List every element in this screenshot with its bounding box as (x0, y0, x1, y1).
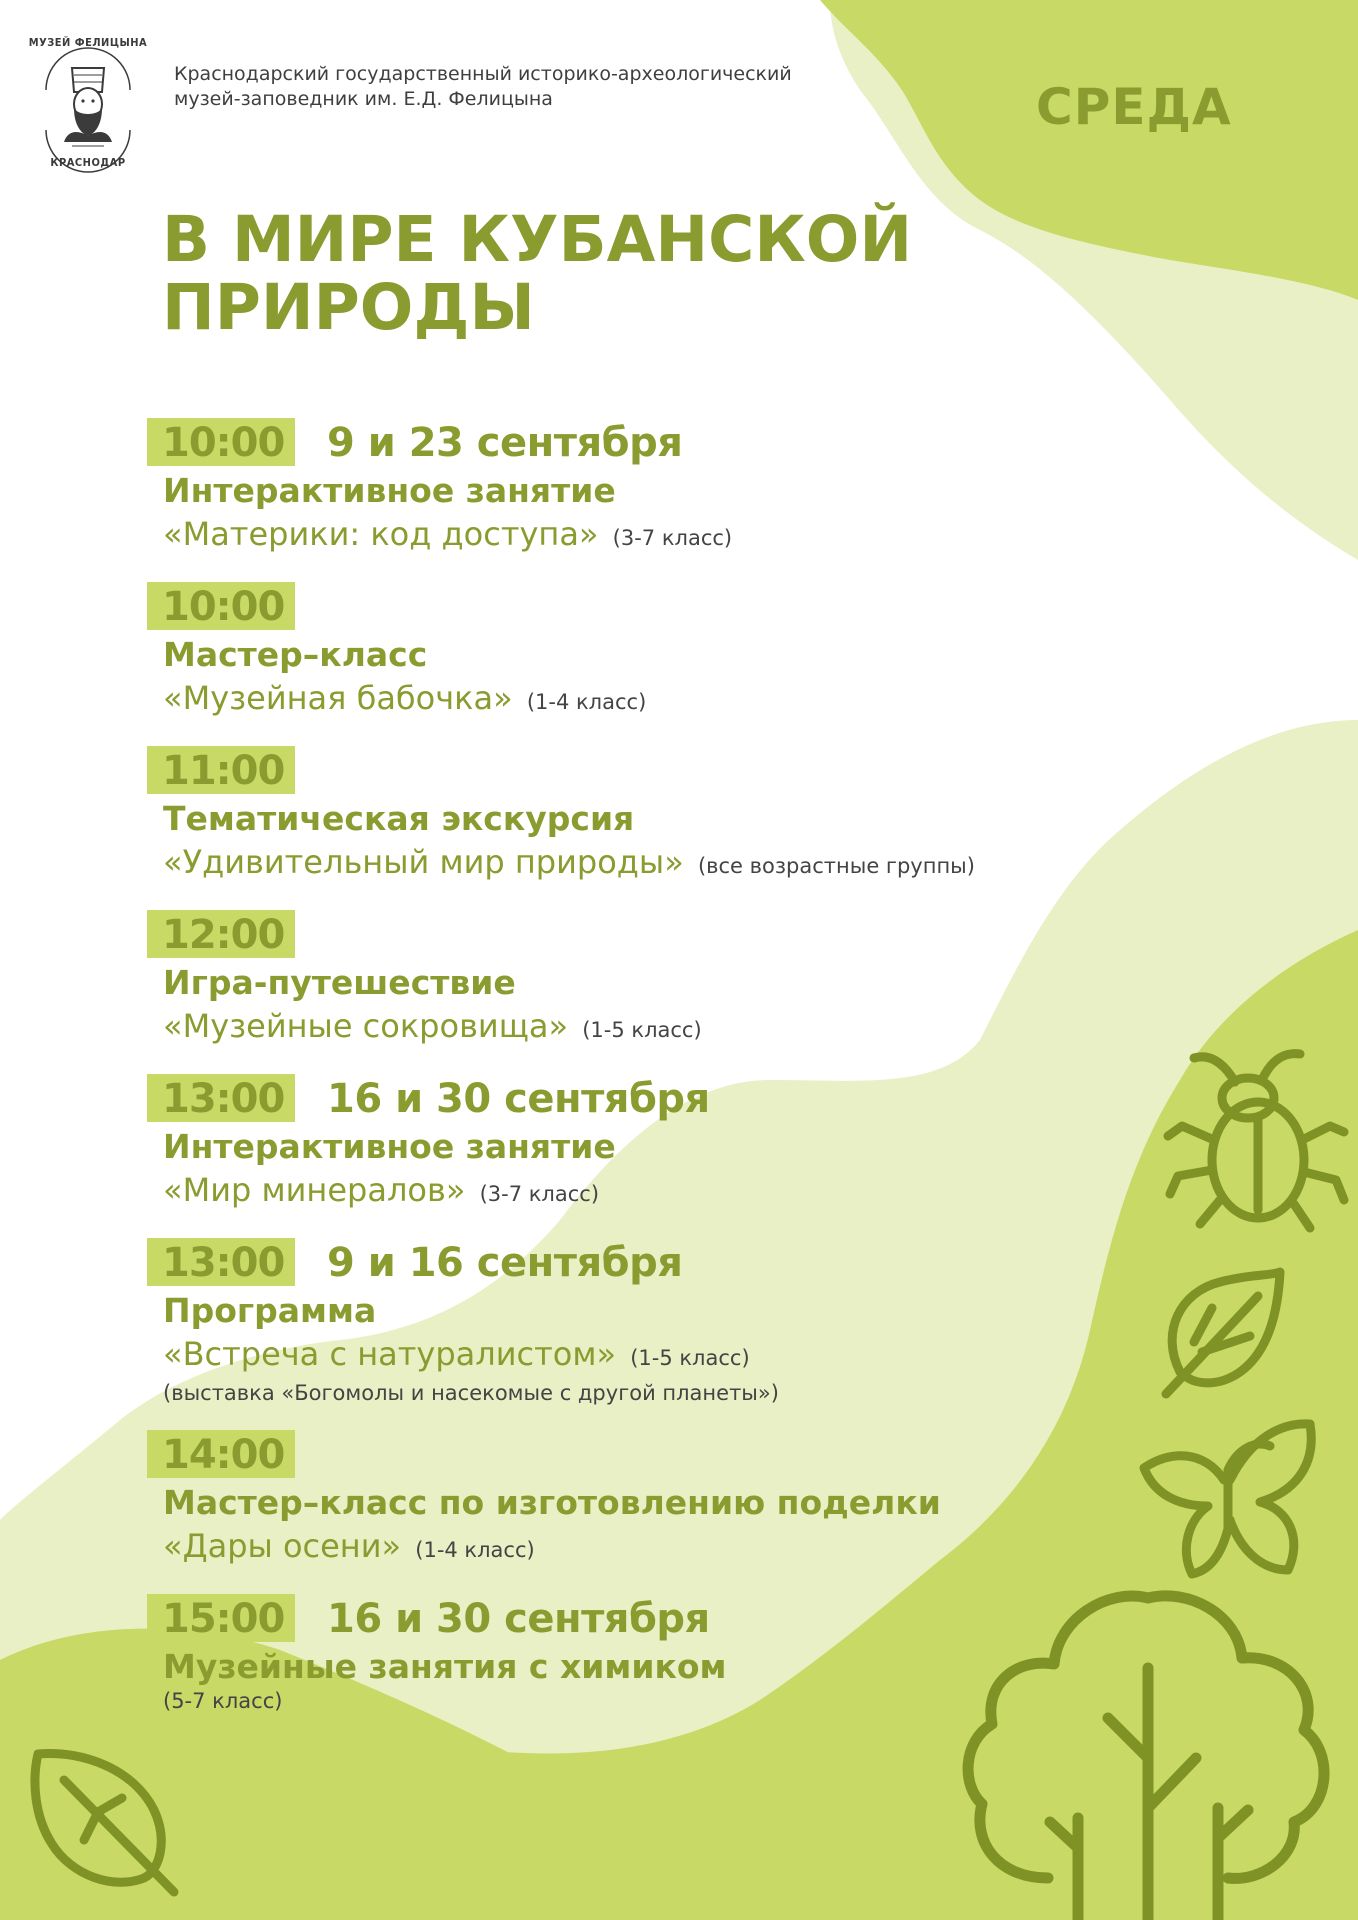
event-name: «Встреча с натуралистом» (163, 1335, 617, 1373)
event-item (147, 582, 646, 724)
museum-name-line1: Краснодарский государственный историко-археологический (174, 63, 792, 85)
event-type: Интерактивное занятие (163, 1127, 616, 1166)
butterfly-icon (1130, 1410, 1330, 1590)
page-title (162, 203, 913, 344)
day-label: СРЕДА (1036, 78, 1232, 136)
event-time: 13:00 (147, 1074, 295, 1122)
event-type: Мастер–класс (163, 635, 428, 674)
event-date: 9 и 16 сентября (327, 1240, 683, 1286)
event-name: «Удивительный мир природы» (163, 843, 684, 881)
event-name: «Музейные сокровища» (163, 1007, 569, 1045)
event-name: «Материки: код доступа» (163, 515, 599, 553)
event-date: 16 и 30 сентября (327, 1596, 710, 1642)
museum-name (174, 62, 792, 112)
event-time: 10:00 (147, 418, 295, 466)
event-item (147, 418, 732, 560)
event-age: (1-5 класс) (630, 1346, 750, 1370)
beetle-icon (1160, 1040, 1350, 1240)
event-note: (выставка «Богомолы и насекомые с другой планеты») (163, 1381, 779, 1405)
tree-icon (958, 1578, 1338, 1920)
event-type: Тематическая экскурсия (163, 799, 635, 838)
event-age: (3-7 класс) (612, 526, 733, 550)
leaf-icon (24, 1740, 184, 1900)
event-type: Интерактивное занятие (163, 471, 616, 510)
event-age: (1-4 класс) (415, 1538, 535, 1562)
museum-name-line2: музей-заповедник им. Е.Д. Фелицына (174, 88, 553, 110)
event-item (147, 910, 702, 1052)
leaf-icon (1150, 1262, 1290, 1402)
event-name: «Дары осени» (163, 1527, 402, 1565)
event-type: Музейные занятия с химиком (163, 1647, 727, 1686)
event-time: 14:00 (147, 1430, 295, 1478)
event-item (147, 1430, 941, 1572)
event-date: 16 и 30 сентября (327, 1076, 710, 1122)
event-age: (все возрастные группы) (697, 854, 975, 878)
event-item (147, 1074, 710, 1216)
event-age: (3-7 класс) (479, 1182, 600, 1206)
event-age: (1-4 класс) (526, 690, 647, 714)
event-date: 9 и 23 сентября (327, 420, 683, 466)
event-name: «Музейная бабочка» (163, 679, 513, 717)
event-time: 13:00 (147, 1238, 295, 1286)
title-line1: В МИРЕ КУБАНСКОЙ (162, 203, 913, 276)
event-type: Программа (163, 1291, 377, 1330)
event-item (147, 1238, 779, 1407)
event-time: 10:00 (147, 582, 295, 630)
logo-bottom-text: КРАСНОДАР (50, 156, 126, 169)
event-note: (5-7 класс) (163, 1689, 283, 1713)
event-type: Игра-путешествие (163, 963, 516, 1002)
museum-logo (28, 30, 148, 178)
event-name: «Мир минералов» (163, 1171, 466, 1209)
logo-top-text: МУЗЕЙ ФЕЛИЦЫНА (28, 36, 148, 49)
event-item (147, 1594, 727, 1715)
event-age: (1-5 класс) (582, 1018, 702, 1042)
event-time: 11:00 (147, 746, 295, 794)
title-line2: ПРИРОДЫ (162, 271, 535, 344)
event-time: 15:00 (147, 1594, 295, 1642)
event-time: 12:00 (147, 910, 295, 958)
event-item (147, 746, 975, 888)
event-type: Мастер–класс по изготовлению поделки (163, 1483, 941, 1522)
